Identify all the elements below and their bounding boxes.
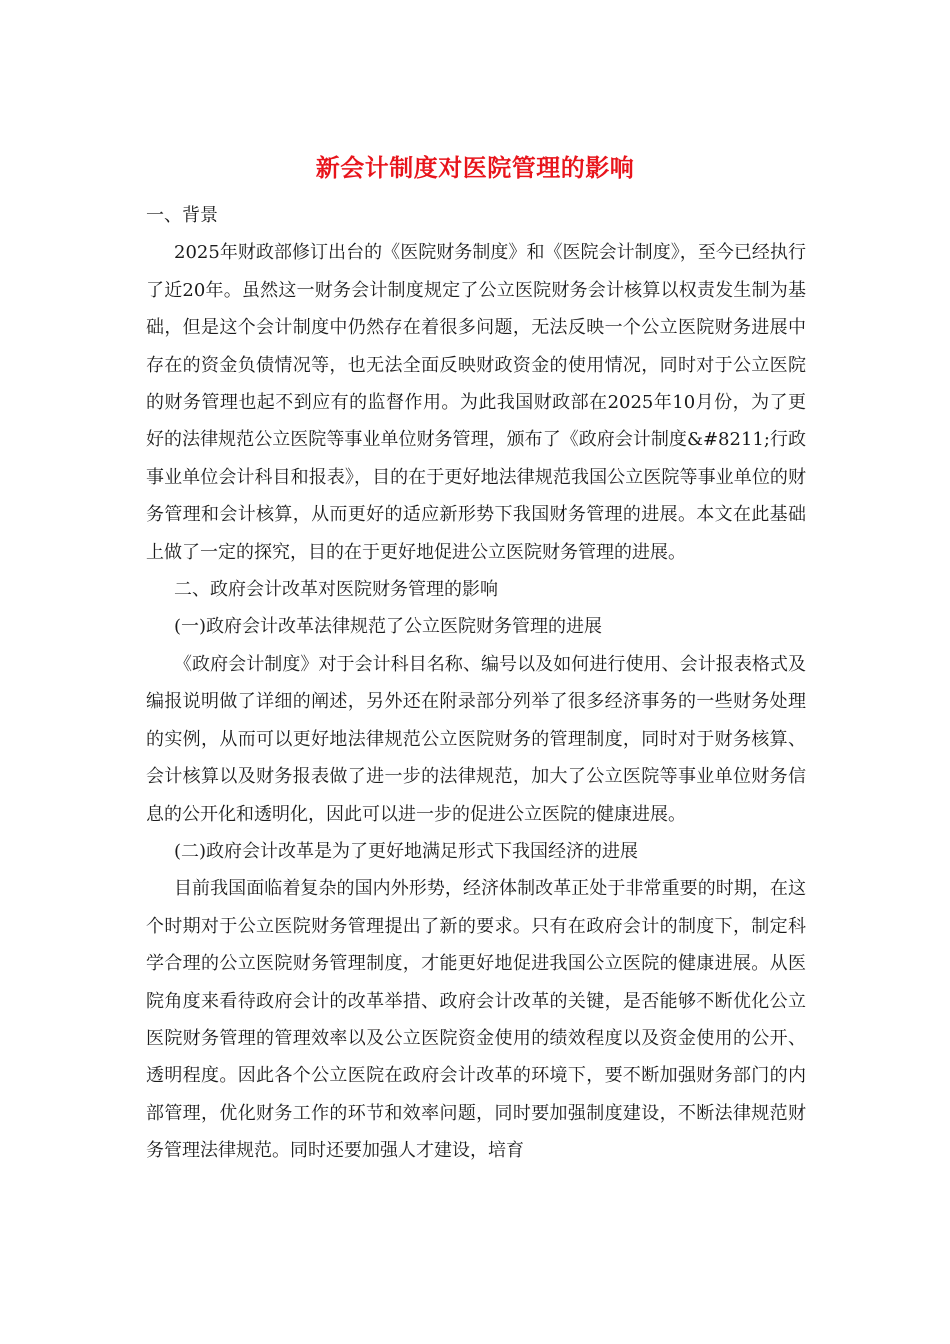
document-body bbox=[146, 197, 806, 1170]
paragraph-subsection-2: 目前我国面临着复杂的国内外形势，经济体制改革正处于非常重要的时期，在这个时期对于公立医院财务管理提出了新的要求。只有在政府会计的制度下，制定科学合理的公立医院财务管理制度，才能更好地促进我国公立医院的健康进展。从医院角度来看待政府会计的改革举措、政府会计改革的关键，是否能够不断优化公立医院财务管理的管理效率以及公立医院资金使用的绩效程度以及资金使用的公开、透明程度。因此各个公立医院在政府会计改革的环境下，要不断加强财务部门的内部管理，优化财务工作的环节和效率问题，同时要加强制度建设，不断法律规范财务管理法律规范。同时还要加强人才建设，培育 bbox=[146, 878, 806, 1162]
section-heading-background: 一、背景 bbox=[146, 205, 218, 226]
section-heading-impact: 二、政府会计改革对医院财务管理的影响 bbox=[174, 579, 498, 601]
paragraph-subsection-1: 《政府会计制度》对于会计科目名称、编号以及如何进行使用、会计报表格式及编报说明做了详细的阐述，另外还在附录部分列举了很多经济事务的一些财务处理的实例，从而可以更好地法律规范公立医院财务的管理制度，同时对于财务核算、会计核算以及财务报表做了进一步的法律规范，加大了公立医院等事业单位财务信息的公开化和透明化，因此可以进一步的促进公立医院的健康进展。 bbox=[146, 653, 806, 825]
subheading-1: (一)政府会计改革法律规范了公立医院财务管理的进展 bbox=[174, 616, 603, 638]
subheading-2: (二)政府会计改革是为了更好地满足形式下我国经济的进展 bbox=[174, 840, 639, 862]
document-title: 新会计制度对医院管理的影响 bbox=[315, 154, 635, 182]
paragraph-background: 2025年财政部修订出台的《医院财务制度》和《医院会计制度》，至今已经执行了近20年。虽然这一财务会计制度规定了公立医院财务会计核算以权责发生制为基础，但是这个会计制度中仍然存在着很多问题，无法反映一个公立医院财务进展中存在的资金负债情况等，也无法全面反映财政资金的使用情况，同时对于公立医院的财务管理也起不到应有的监督作用。为此我国财政部在2025年10月份，为了更好的法律规范公立医院等事业单位财务管理，颁布了《政府会计制度&#8211;行政事业单位会计科目和报表》，目的在于更好地法律规范我国公立医院等事业单位的财务管理和会计核算，从而更好的适应新形势下我国财务管理的进展。本文在此基础上做了一定的探究，目的在于更好地促进公立医院财务管理的进展。 bbox=[146, 242, 806, 563]
